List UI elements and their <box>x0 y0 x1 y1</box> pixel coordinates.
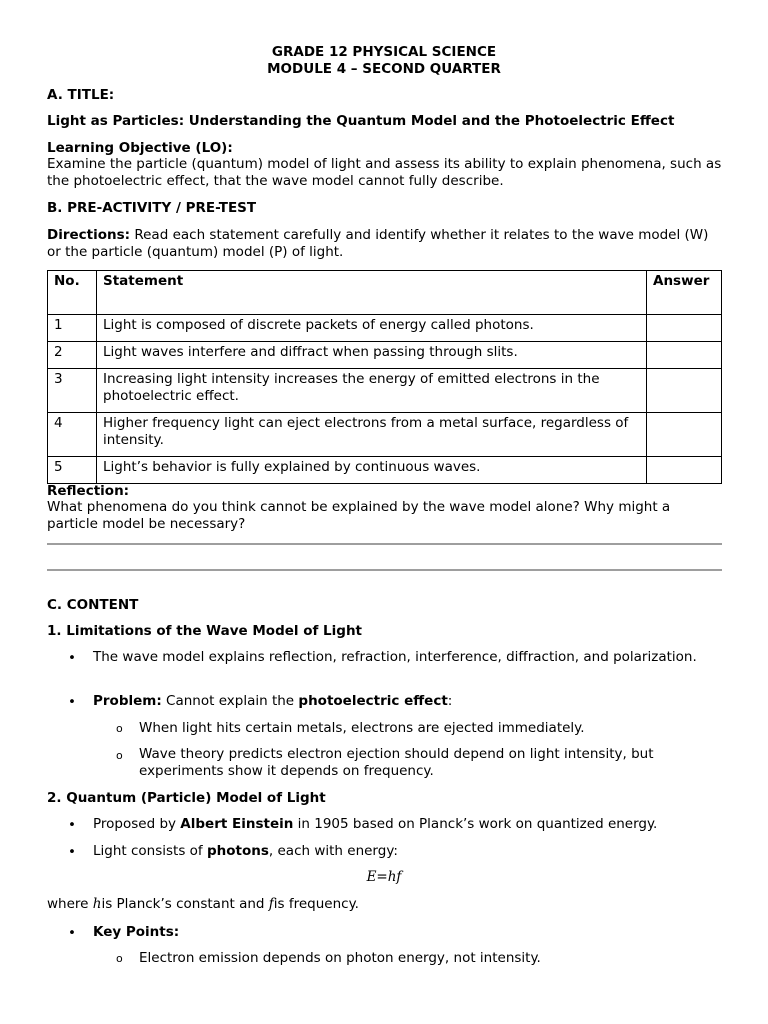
lesson-title: Light as Particles: Understanding the Quantum Model and the Photoelectric Effect <box>47 113 675 129</box>
directions-text: Read each statement carefully and identify whether it relates to the wave model (W) or the particle (quantum) model (P) of light. <box>47 227 709 260</box>
sub-bullet-text: Wave theory predicts electron ejection should depend on light intensity, but experiments show it depends on frequency. <box>139 746 654 779</box>
bullet-dot: • <box>68 844 76 860</box>
problem-bullet <box>93 693 713 710</box>
where-line <box>47 896 722 913</box>
energy-equation: E=hf <box>366 869 402 885</box>
doc-header-line2: MODULE 4 – SECOND QUARTER <box>267 61 501 77</box>
section-c-heading: C. CONTENT <box>47 597 139 613</box>
row-answer-cell[interactable] <box>647 315 722 342</box>
directions-label: Directions: <box>47 227 131 243</box>
table-row <box>48 342 722 369</box>
row-statement: Higher frequency light can eject electrons from a metal surface, regardless of intensity. <box>97 413 647 457</box>
where-post: is frequency. <box>273 896 359 912</box>
row-answer-cell[interactable] <box>647 369 722 413</box>
einstein-bullet <box>93 816 713 833</box>
lo-text: Examine the particle (quantum) model of light and assess its ability to explain phenomena, such as the photoelectric effect, that the wave model cannot fully describe. <box>47 156 722 189</box>
header-answer: Answer <box>647 271 722 315</box>
wave-model-bullet: The wave model explains reflection, refraction, interference, diffraction, and polarization. <box>93 649 697 665</box>
row-no: 1 <box>48 315 97 342</box>
row-no: 5 <box>48 457 97 484</box>
bullet-dot: • <box>68 694 76 710</box>
einstein-text-post: in 1905 based on Planck’s work on quantized energy. <box>293 816 658 832</box>
section-b-heading: B. PRE-ACTIVITY / PRE-TEST <box>47 200 257 216</box>
row-statement: Increasing light intensity increases the energy of emitted electrons in the photoelectric effect. <box>97 369 647 413</box>
pretest-table <box>47 270 722 484</box>
sub-bullet-marker: o <box>116 749 123 762</box>
where-mid: is Planck’s constant and <box>101 896 269 912</box>
bullet-dot: • <box>68 925 76 941</box>
table-header-row <box>48 271 722 315</box>
where-pre: where <box>47 896 93 912</box>
table-row <box>48 315 722 342</box>
header-statement: Statement <box>97 271 647 315</box>
directions <box>47 227 722 261</box>
row-statement: Light waves interfere and diffract when passing through slits. <box>97 342 647 369</box>
table-row <box>48 457 722 484</box>
row-answer-cell[interactable] <box>647 457 722 484</box>
answer-line-1[interactable] <box>47 543 722 545</box>
answer-line-2[interactable] <box>47 569 722 571</box>
bullet-dot: • <box>68 650 76 666</box>
subsection-1-heading: 1. Limitations of the Wave Model of Light <box>47 623 363 639</box>
header-no: No. <box>48 271 97 315</box>
row-no: 2 <box>48 342 97 369</box>
key-points-label: Key Points: <box>93 924 180 940</box>
row-no: 3 <box>48 369 97 413</box>
reflection-heading: Reflection: <box>47 483 130 499</box>
table-row <box>48 413 722 457</box>
reflection-text: What phenomena do you think cannot be explained by the wave model alone? Why might a particle model be necessary? <box>47 499 671 532</box>
lo-heading: Learning Objective (LO): <box>47 140 233 156</box>
photons-bullet <box>93 843 713 860</box>
photons-text-pre: Light consists of <box>93 843 207 859</box>
einstein-text-pre: Proposed by <box>93 816 181 832</box>
problem-text-post: : <box>447 693 453 709</box>
sub-bullet-marker: o <box>116 722 123 735</box>
photons-text-post: , each with energy: <box>268 843 398 859</box>
problem-label: Problem: <box>93 693 162 709</box>
key-point-text: Electron emission depends on photon energy, not intensity. <box>139 950 541 966</box>
bullet-dot: • <box>68 817 76 833</box>
row-answer-cell[interactable] <box>647 342 722 369</box>
section-a-heading: A. TITLE: <box>47 87 115 103</box>
frequency-symbol: f <box>268 896 274 912</box>
subsection-2-heading: 2. Quantum (Particle) Model of Light <box>47 790 326 806</box>
row-no: 4 <box>48 413 97 457</box>
row-statement: Light is composed of discrete packets of energy called photons. <box>97 315 647 342</box>
doc-header-line1: GRADE 12 PHYSICAL SCIENCE <box>271 44 497 60</box>
table-row <box>48 369 722 413</box>
sub-bullet-marker: o <box>116 952 123 965</box>
row-answer-cell[interactable] <box>647 413 722 457</box>
sub-bullet-text: When light hits certain metals, electrons are ejected immediately. <box>139 720 585 736</box>
photons-term: photons <box>206 843 269 859</box>
planck-symbol: h <box>92 896 102 912</box>
photoelectric-term: photoelectric effect <box>298 693 448 709</box>
row-statement: Light’s behavior is fully explained by continuous waves. <box>97 457 647 484</box>
problem-text-pre: Cannot explain the <box>161 693 299 709</box>
einstein-name: Albert Einstein <box>180 816 294 832</box>
